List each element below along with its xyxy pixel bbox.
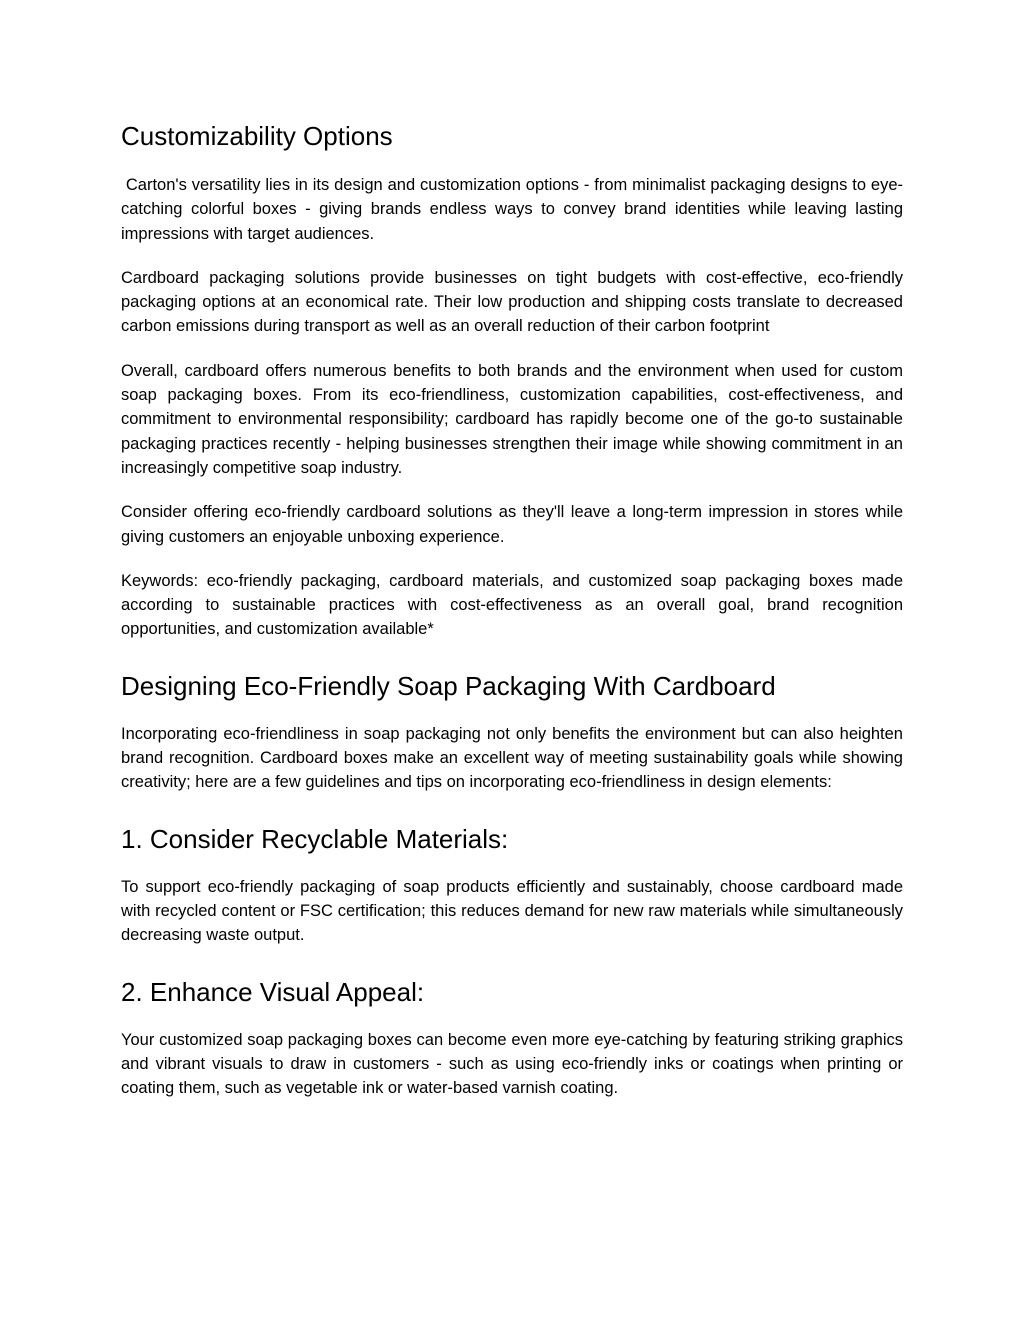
paragraph-incorporating-eco-friendliness: Incorporating eco-friendliness in soap packaging not only benefits the environment but can also heighten brand recognition. Cardboard boxes make an excellent way of meeting sustainability goals while showing creativity; here are a few guidelines and tips on incorporating eco-friendliness in design elements: — [121, 724, 908, 792]
paragraph-consider-offering: Consider offering eco-friendly cardboard solutions as they'll leave a long-term impression in stores while giving customers an enjoyable unboxing experience. — [121, 503, 908, 546]
document-page — [121, 118, 908, 1100]
paragraph-carton-versatility: Carton's versatility lies in its design and customization options - from minimalist packaging designs to eye-catching colorful boxes - giving brands endless ways to convey brand identities while leaving lasting impressions with target audiences. — [121, 176, 908, 243]
section-heading-recyclable-materials: 1. Consider Recyclable Materials: — [121, 823, 509, 854]
section-heading-designing-eco-friendly: Designing Eco-Friendly Soap Packaging With Cardboard — [121, 670, 776, 701]
paragraph-keywords: Keywords: eco-friendly packaging, cardboard materials, and customized soap packaging boxes made according to sustainable practices with cost-effectiveness as an overall goal, brand recognition opportunities, and customization available* — [121, 571, 908, 639]
paragraph-overall-benefits: Overall, cardboard offers numerous benefits to both brands and the environment when used for custom soap packaging boxes. From its eco-friendliness, customization capabilities, cost-effectiveness, and commitment to environmental responsibility; cardboard has rapidly become one of the go-to sustainable packaging practices recently - helping businesses strengthen their image while showing commitment in an increasingly competitive soap industry. — [121, 361, 908, 477]
section-heading-visual-appeal: 2. Enhance Visual Appeal: — [121, 976, 425, 1007]
paragraph-visual-appeal: Your customized soap packaging boxes can become even more eye-catching by featuring striking graphics and vibrant visuals to draw in customers - such as using eco-friendly inks or coatings when printing or coating them, such as vegetable ink or water-based varnish coating. — [121, 1030, 908, 1098]
section-heading-customizability-options: Customizability Options — [121, 121, 393, 151]
paragraph-recyclable-materials: To support eco-friendly packaging of soap products efficiently and sustainably, choose cardboard made with recycled content or FSC certification; this reduces demand for new raw materials while simultaneously decreasing waste output. — [121, 877, 908, 945]
paragraph-cost-effective: Cardboard packaging solutions provide businesses on tight budgets with cost-effective, eco-friendly packaging options at an economical rate. Their low production and shipping costs translate to decreased carbon emissions during transport as well as an overall reduction of their carbon footprint — [121, 268, 908, 336]
